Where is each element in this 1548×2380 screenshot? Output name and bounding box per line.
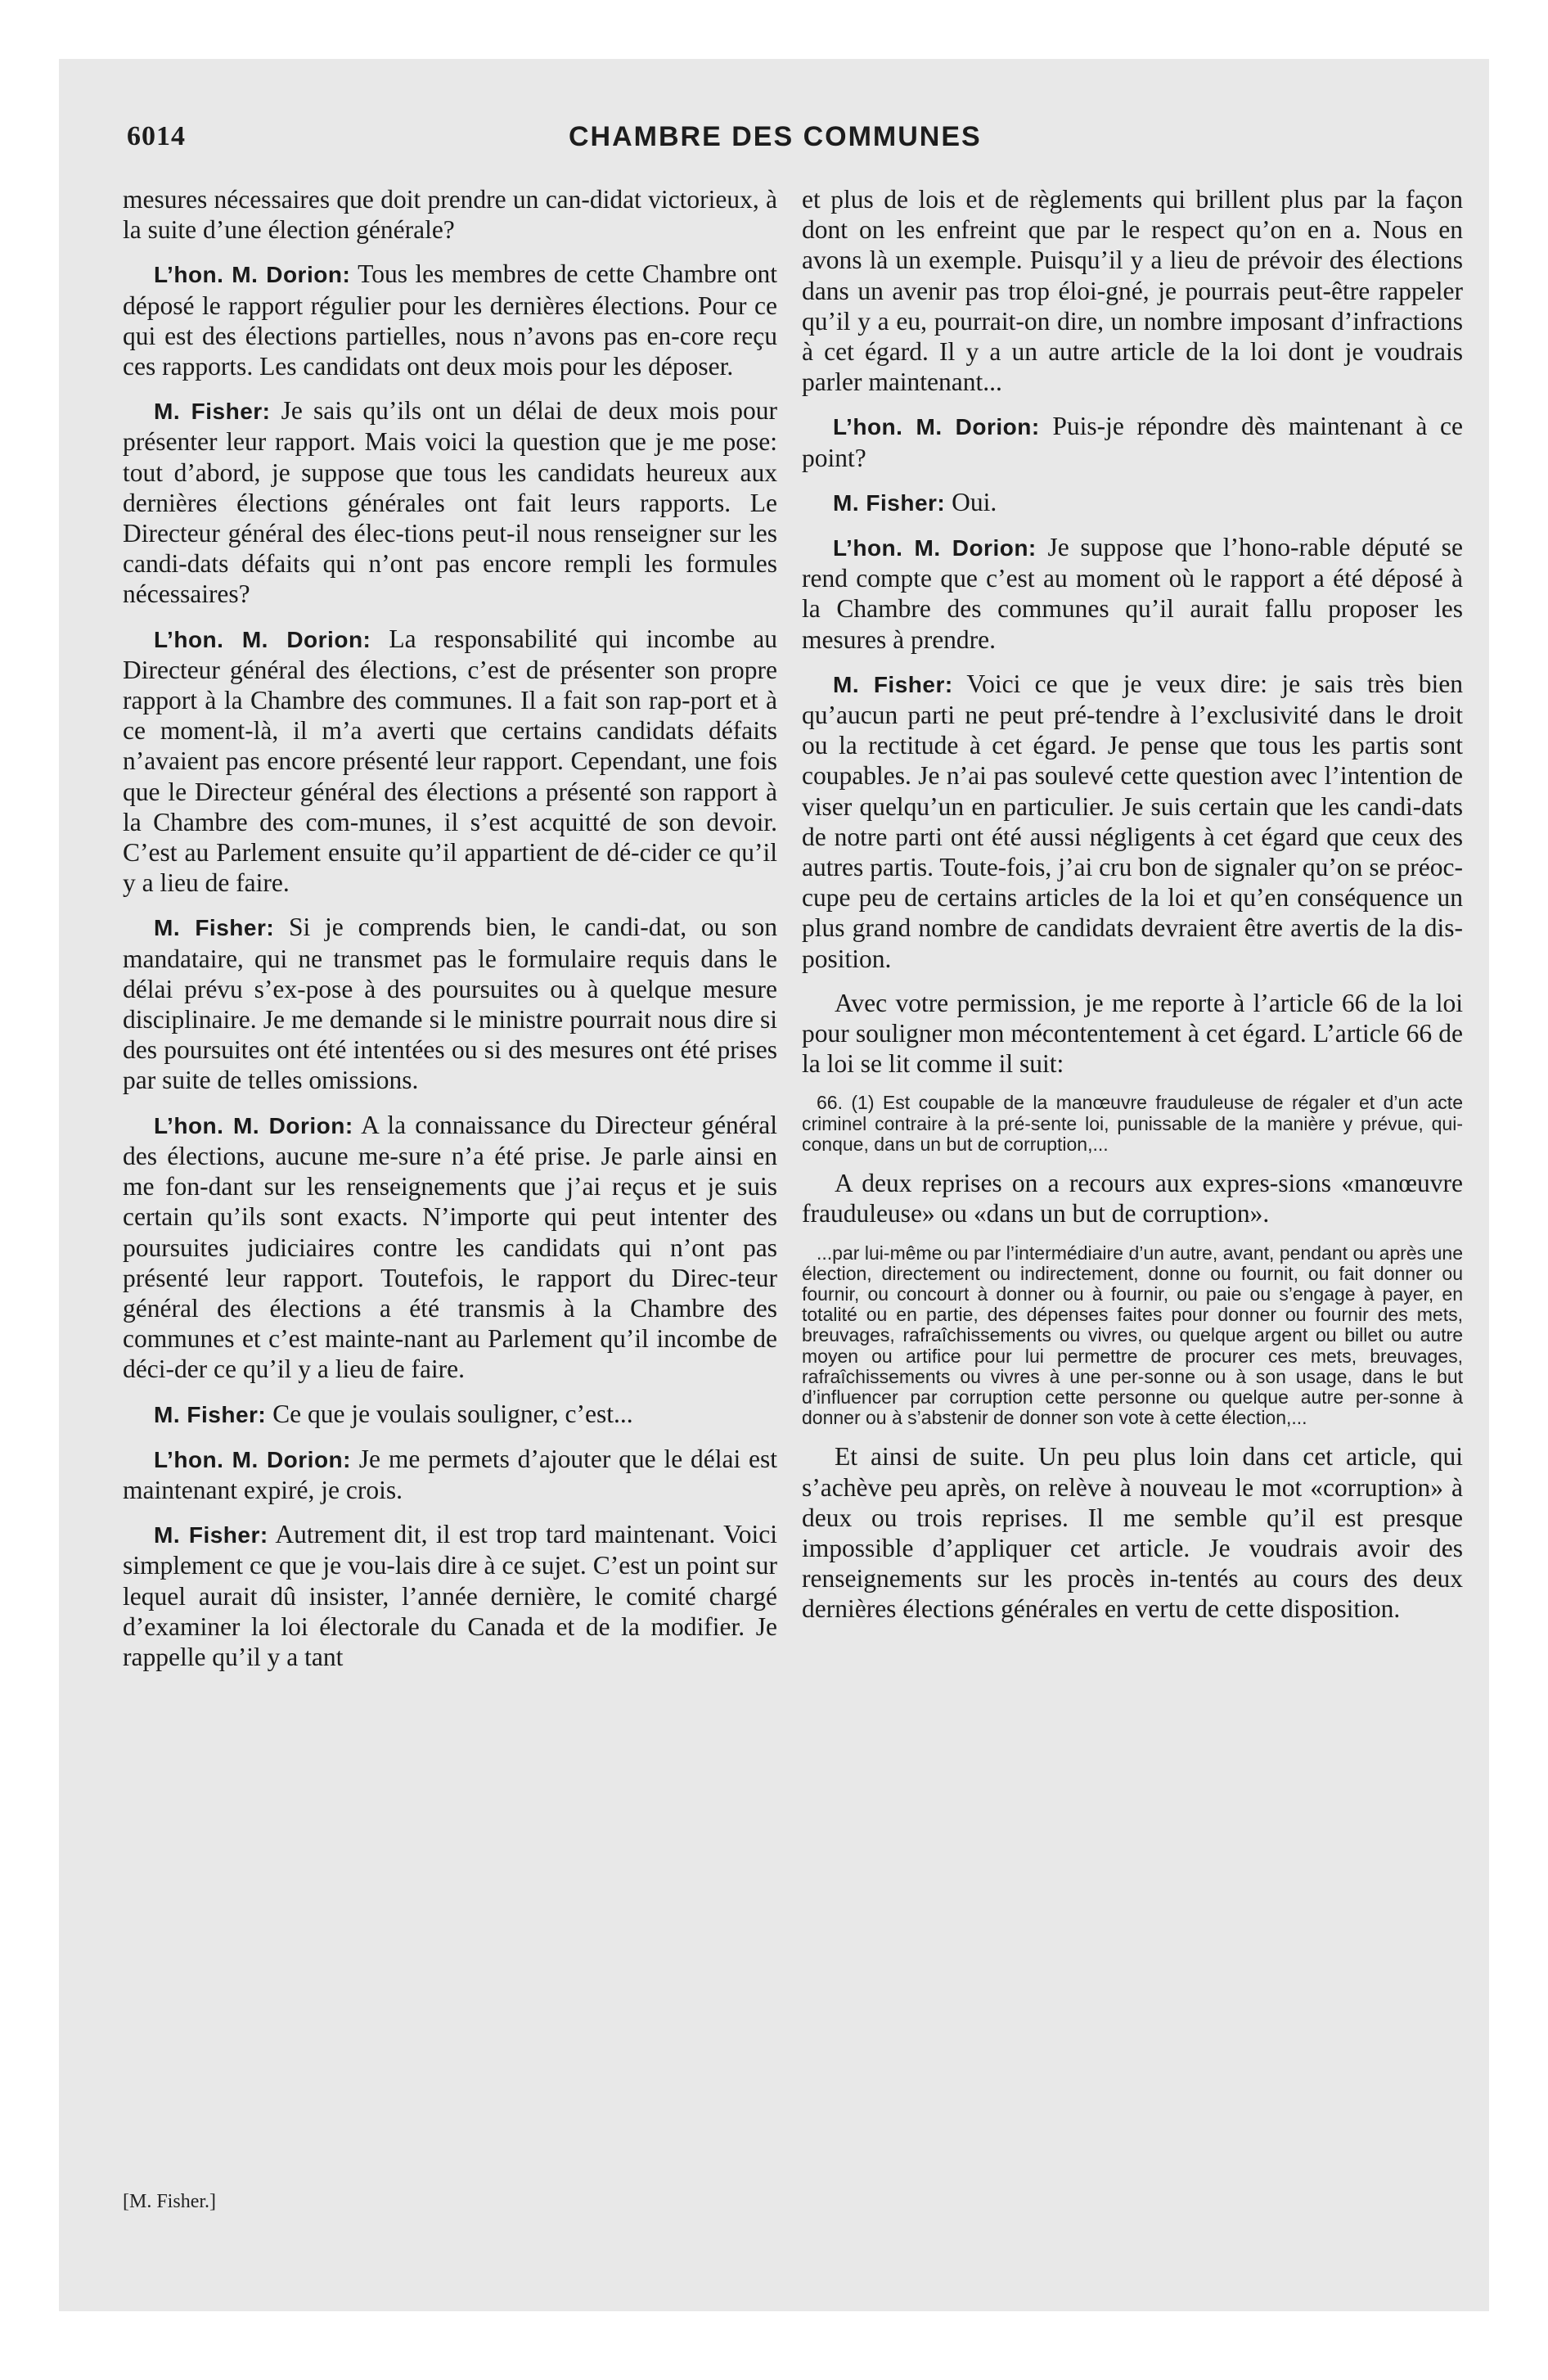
legal-quote [802,1093,1463,1155]
speaker-name: M. Fisher: [154,399,271,425]
speech [802,532,1463,655]
page-number: 6014 [127,121,186,151]
speech-text: Autrement dit, il est trop tard maintenant. Voici simplement ce que je vou-lais dire à ce sujet. C’est un point sur lequel aurait dû insister, l’année dernière, le comité chargé d’examiner la loi électorale du Canada et de la modifier. Je rappelle qu’il y a tant [123,1520,778,1671]
speech [123,1110,777,1385]
speech [123,1399,777,1430]
speech [123,1519,777,1672]
speaker-name: M. Fisher: [833,671,953,697]
speech [123,259,777,381]
speaker-name: L’hon. M. Dorion: [154,262,351,288]
speech [802,669,1463,974]
speaker-name: L’hon. M. Dorion: [833,535,1037,561]
speaker-name: M. Fisher: [154,1401,267,1427]
speech [123,1444,777,1505]
speaker-name: L’hon. M. Dorion: [154,1112,353,1138]
page-header [127,121,1469,162]
speech [123,624,777,899]
speech-text: Ce que je voulais souligner, c’est... [272,1399,633,1428]
speech-text: Tous les membres de cette Chambre ont déposé le rapport régulier pour les dernières élections. Pour ce qui est des élections partielles, nous n’avons pas en-core reçu ces rapports. Les candidats ont deux mois pour les déposer. [123,259,778,381]
right-column [802,184,1463,1639]
paragraph [123,184,777,245]
speech-text: Si je comprends bien, le candi-dat, ou son mandataire, qui ne transmet pas le formulaire requis dans le délai prévu s’ex-pose à des poursuites ou à quelque mesure disciplinaire. Je me demande si le ministre pourrait nous dire si des poursuites ont été intentées ou si des mesures ont été prises par suite de telles omissions. [123,913,778,1095]
paragraph: Et ainsi de suite. Un peu plus loin dans cet article, qui s’achève peu après, on relève à nouveau le mot «corruption» à deux ou trois reprises. Il me semble qu’il est presque impossible d’appliquer cet article. Je voudrais avoir des renseignements sur les procès in-tentés au cours des deux dernières élections générales en vertu de cette disposition. [802,1442,1463,1624]
speech-text: Je me permets d’ajouter que le délai est maintenant expiré, je crois. [123,1444,777,1504]
paragraph [802,184,1463,397]
paragraph: A deux reprises on a recours aux expres-sions «manœuvre frauduleuse» ou «dans un but de corruption». [802,1169,1463,1228]
speech [802,487,1463,518]
speaker-name: L’hon. M. Dorion: [833,414,1040,440]
speech-text: Puis-je répondre dès maintenant à ce point? [802,412,1464,472]
speaker-name: M. Fisher: [154,1522,268,1548]
left-column [123,184,777,1686]
quote-text: ...par lui-même ou par l’intermédiaire d’un autre, avant, pendant ou après une élection, directement ou indirectement, donne ou fournit, ou fait donner ou fournir, ou concourt à donner ou à fournir, ou paie ou s’engage à payer, en totalité ou en partie, des dépenses faites pour donner ou fournir des mets, breuvages, rafraîchissements ou vivres, ou quelque argent ou billet ou autre moyen ou artifice pour lui permettre de procurer ces mets, breuvages, rafraîchissements ou vivres à une per-sonne ou à son usage, dans le but d’influencer par corruption cette personne ou quelque autre per-sonne à donner ou à s’abstenir de donner son vote à cette élection,... [802,1242,1463,1429]
speaker-name: L’hon. M. Dorion: [154,1446,351,1472]
speech-text: Voici ce que je veux dire: je sais très bien qu’aucun parti ne peut pré-tendre à l’exclusivité dans le droit ou la rectitude à cet égard. Je pense que tous les partis sont coupables. Je n’ai pas soulevé cette question avec l’intention de viser quelqu’un en particulier. Je suis certain que les candi-dats de notre parti ont été aussi négligents à cet égard que ceux des autres partis. Toute-fois, j’ai cru bon de signaler qu’on se préoc-cupe peu de certains articles de la loi et qu’en conséquence un plus grand nombre de candidats devraient être avertis de la dis-position. [802,669,1463,973]
speech [802,411,1463,472]
legal-quote [802,1243,1463,1429]
speech-text: Je sais qu’ils ont un délai de deux mois pour présenter leur rapport. Mais voici la question que je me pose: tout d’abord, je suppose que tous les candidats heureux aux dernières élections générales ont fait leurs rapports. Le Directeur général des élec-tions peut-il nous renseigner sur les candi-dats défaits qui n’ont pas encore rempli les formules nécessaires? [123,396,778,609]
speaker-name: M. Fisher: [833,489,946,516]
speech-text: Je suppose que l’hono-rable député se rend compte que c’est au moment où le rapport a été déposé à la Chambre des communes qu’il aurait fallu proposer les mesures à prendre. [802,533,1464,654]
quote-text: 66. (1) Est coupable de la manœuvre frauduleuse de régaler et d’un acte criminel contraire à la pré-sente loi, punissable de la manière y prévue, qui-conque, dans un but de corruption,... [802,1092,1463,1155]
speech-text: Oui. [952,487,997,516]
running-title: CHAMBRE DES COMMUNES [569,121,982,152]
page-footer: [M. Fisher.] [123,2191,216,2212]
paragraph-text: et plus de lois et de règlements qui brillent plus par la façon dont on les enfreint que par le respect qu’on en a. Nous en avons là un exemple. Puisqu’il y a lieu de prévoir des élections dans un avenir pas trop éloi-gné, je pourrais peut-être rappeler qu’il y a eu, pourrait-on dire, un nombre imposant d’infractions à cet égard. Il y a un autre article de la loi dont je voudrais parler maintenant... [802,185,1463,397]
paragraph: Avec votre permission, je me reporte à l’article 66 de la loi pour souligner mon mécontentement à cet égard. L’article 66 de la loi se lit comme il suit: [802,988,1463,1079]
speech [123,912,777,1095]
paragraph-text: mesures nécessaires que doit prendre un can-didat victorieux, à la suite d’une élection générale? [123,185,777,245]
speech-text: A la connaissance du Directeur général des élections, aucune me-sure n’a été prise. Je parle ainsi en me fon-dant sur les renseignements que j’ai reçus et je suis certain qu’ils sont exacts. N’importe qui peut intenter des poursuites judiciaires contre les candidats qui n’ont pas présenté leur rapport. Toutefois, le rapport du Direc-teur général des élections a été transmis à la Chambre des communes et c’est mainte-nant au Parlement qu’il incombe de déci-der ce qu’il y a lieu de faire. [123,1110,777,1384]
speech-text: La responsabilité qui incombe au Directeur général des élections, c’est de présenter son propre rapport à la Chambre des communes. Il a fait son rap-port et à ce moment-là, il m’a averti que certains candidats défaits n’avaient pas encore présenté leur rapport. Cependant, une fois que le Directeur général des élections a présenté son rapport à la Chambre des com-munes, il s’est acquitté de son devoir. C’est au Parlement ensuite qu’il appartient de dé-cider ce qu’il y a lieu de faire. [123,624,777,898]
speaker-name: L’hon. M. Dorion: [154,626,371,652]
speech [123,395,777,609]
speaker-name: M. Fisher: [154,915,275,941]
